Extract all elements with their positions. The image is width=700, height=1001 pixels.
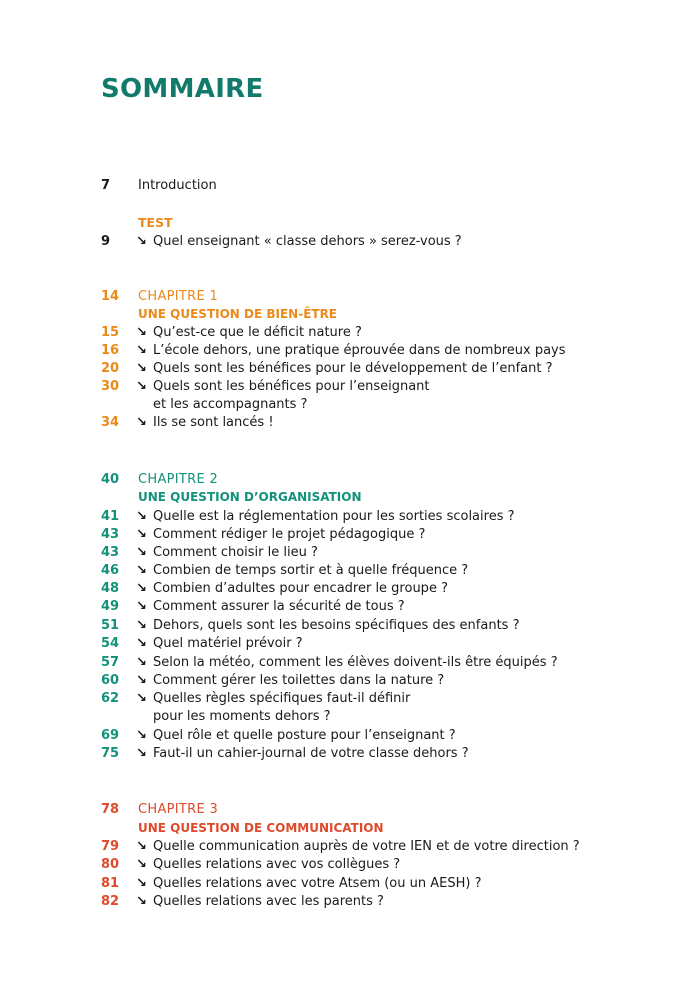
page-number: 48 — [101, 581, 120, 596]
page-number: 60 — [101, 673, 120, 688]
page-number: 43 — [101, 527, 120, 542]
toc-entry[interactable] — [0, 654, 700, 672]
entry-title: Comment choisir le lieu ? — [153, 545, 318, 560]
arrow-down-right-icon: ↘ — [136, 509, 147, 524]
page-number: 16 — [101, 343, 120, 358]
toc-entry[interactable] — [0, 414, 700, 432]
entry-title: Quelles relations avec votre Atsem (ou un AESH) ? — [153, 876, 482, 891]
page-number: 14 — [101, 289, 120, 304]
page-number: 46 — [101, 563, 120, 578]
chapter-label: CHAPITRE 1 — [138, 289, 219, 304]
toc-entry[interactable] — [0, 617, 700, 635]
arrow-down-right-icon: ↘ — [136, 691, 147, 706]
arrow-down-right-icon: ↘ — [136, 839, 147, 854]
page-number: 82 — [101, 894, 120, 909]
toc-entry[interactable] — [0, 324, 700, 342]
page-number: 43 — [101, 545, 120, 560]
arrow-down-right-icon: ↘ — [136, 527, 147, 542]
arrow-down-right-icon: ↘ — [136, 655, 147, 670]
entry-title-continued: et les accompagnants ? — [153, 397, 308, 412]
page-number: 57 — [101, 655, 120, 670]
toc-entry[interactable] — [0, 838, 700, 856]
entry-title: Quel enseignant « classe dehors » serez-vous ? — [153, 234, 462, 249]
page-number: 54 — [101, 636, 120, 651]
entry-title: Combien de temps sortir et à quelle fréquence ? — [153, 563, 469, 578]
toc-entry-test[interactable] — [0, 233, 700, 251]
entry-title: Quel matériel prévoir ? — [153, 636, 303, 651]
page-number: 40 — [101, 472, 120, 487]
toc-entry[interactable] — [0, 508, 700, 526]
chapter-subtitle: UNE QUESTION DE BIEN-ÊTRE — [138, 307, 338, 321]
toc-entry[interactable] — [0, 727, 700, 745]
entry-title: Quelle est la réglementation pour les sorties scolaires ? — [153, 509, 515, 524]
toc-entry-introduction[interactable] — [0, 177, 700, 195]
arrow-down-right-icon: ↘ — [136, 618, 147, 633]
page-number: 30 — [101, 379, 120, 394]
chapter-3-heading[interactable] — [0, 801, 700, 819]
chapter-label: CHAPITRE 2 — [138, 472, 219, 487]
arrow-down-right-icon: ↘ — [136, 857, 147, 872]
arrow-down-right-icon: ↘ — [136, 581, 147, 596]
arrow-down-right-icon: ↘ — [136, 673, 147, 688]
page-number: 78 — [101, 802, 120, 817]
toc-entry-continuation — [0, 708, 700, 726]
arrow-down-right-icon: ↘ — [136, 343, 147, 358]
entry-title: Combien d’adultes pour encadrer le groupe ? — [153, 581, 448, 596]
entry-title: Quelles relations avec les parents ? — [153, 894, 384, 909]
entry-title: Selon la météo, comment les élèves doivent-ils être équipés ? — [153, 655, 558, 670]
toc-entry[interactable] — [0, 378, 700, 396]
entry-title: Comment assurer la sécurité de tous ? — [153, 599, 405, 614]
chapter-1-heading[interactable] — [0, 288, 700, 306]
arrow-down-right-icon: ↘ — [136, 325, 147, 340]
arrow-down-right-icon: ↘ — [136, 636, 147, 651]
test-label: TEST — [138, 215, 173, 230]
page-number: 75 — [101, 746, 120, 761]
page-number: 51 — [101, 618, 120, 633]
chapter-1-subtitle — [0, 305, 700, 323]
toc-entry[interactable] — [0, 893, 700, 911]
page-number: 20 — [101, 361, 120, 376]
page-title: SOMMAIRE — [101, 74, 264, 104]
arrow-down-right-icon: ↘ — [136, 563, 147, 578]
chapter-2-subtitle — [0, 488, 700, 506]
entry-title: Quelles relations avec vos collègues ? — [153, 857, 401, 872]
entry-title: Quel rôle et quelle posture pour l’enseignant ? — [153, 728, 456, 743]
page-number: 34 — [101, 415, 120, 430]
arrow-down-right-icon: ↘ — [136, 746, 147, 761]
toc-entry-continuation — [0, 396, 700, 414]
chapter-subtitle: UNE QUESTION D’ORGANISATION — [138, 490, 362, 504]
toc-entry[interactable] — [0, 562, 700, 580]
page-number: 49 — [101, 599, 120, 614]
toc-entry[interactable] — [0, 526, 700, 544]
page-number: 79 — [101, 839, 120, 854]
entry-title: Dehors, quels sont les besoins spécifiques des enfants ? — [153, 618, 520, 633]
entry-title: Ils se sont lancés ! — [153, 415, 274, 430]
page-number: 41 — [101, 509, 120, 524]
page-number: 69 — [101, 728, 120, 743]
entry-title: Comment rédiger le projet pédagogique ? — [153, 527, 426, 542]
arrow-down-right-icon: ↘ — [136, 545, 147, 560]
entry-title: L’école dehors, une pratique éprouvée dans de nombreux pays — [153, 343, 566, 358]
arrow-down-right-icon: ↘ — [136, 379, 147, 394]
toc-entry[interactable] — [0, 580, 700, 598]
chapter-subtitle: UNE QUESTION DE COMMUNICATION — [138, 821, 384, 835]
entry-title: Quelles règles spécifiques faut-il définir — [153, 691, 411, 706]
arrow-down-right-icon: ↘ — [136, 599, 147, 614]
toc-entry[interactable] — [0, 875, 700, 893]
entry-title: Quelle communication auprès de votre IEN et de votre direction ? — [153, 839, 580, 854]
page-number: 81 — [101, 876, 120, 891]
section-label-test — [0, 214, 700, 232]
arrow-down-right-icon: ↘ — [136, 728, 147, 743]
arrow-down-right-icon: ↘ — [136, 234, 147, 249]
chapter-3-subtitle — [0, 819, 700, 837]
chapter-label: CHAPITRE 3 — [138, 802, 219, 817]
page-number: 15 — [101, 325, 120, 340]
entry-title-continued: pour les moments dehors ? — [153, 709, 331, 724]
entry-title: Comment gérer les toilettes dans la nature ? — [153, 673, 445, 688]
toc-entry[interactable] — [0, 635, 700, 653]
arrow-down-right-icon: ↘ — [136, 415, 147, 430]
toc-entry[interactable] — [0, 690, 700, 708]
page-number: 62 — [101, 691, 120, 706]
entry-title: Qu’est-ce que le déficit nature ? — [153, 325, 362, 340]
page-number: 80 — [101, 857, 120, 872]
toc-entry[interactable] — [0, 360, 700, 378]
toc-entry[interactable] — [0, 544, 700, 562]
entry-title: Quels sont les bénéfices pour le développement de l’enfant ? — [153, 361, 553, 376]
toc-entry[interactable] — [0, 745, 700, 763]
entry-title: Quels sont les bénéfices pour l’enseignant — [153, 379, 430, 394]
toc-entry[interactable] — [0, 672, 700, 690]
entry-title: Introduction — [138, 178, 217, 193]
entry-title: Faut-il un cahier-journal de votre classe dehors ? — [153, 746, 469, 761]
chapter-2-heading[interactable] — [0, 471, 700, 489]
toc-entry[interactable] — [0, 856, 700, 874]
toc-entry[interactable] — [0, 598, 700, 616]
arrow-down-right-icon: ↘ — [136, 894, 147, 909]
page-number: 9 — [101, 234, 111, 249]
toc-entry[interactable] — [0, 342, 700, 360]
arrow-down-right-icon: ↘ — [136, 361, 147, 376]
page-number: 7 — [101, 178, 111, 193]
arrow-down-right-icon: ↘ — [136, 876, 147, 891]
